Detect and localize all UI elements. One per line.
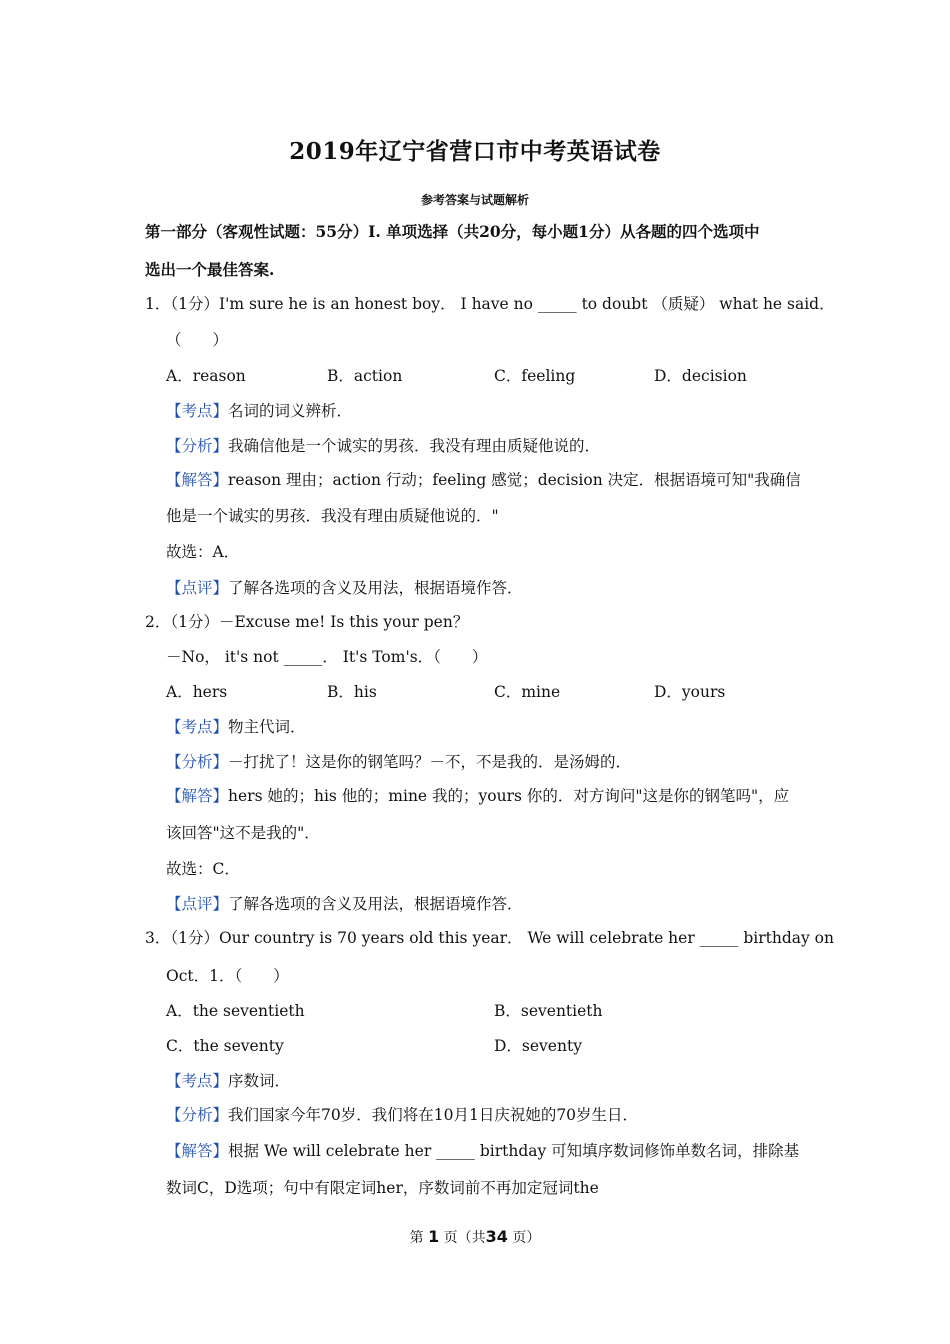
question-3-kaodian [166,1071,290,1091]
page-title: 2019年辽宁省营口市中考英语试卷 [289,138,661,165]
kaodian-tag: 【考点】 [166,1072,229,1090]
question-1-jieda [166,470,801,490]
question-2-option-d: D．yours [654,683,726,701]
kaodian-tag: 【考点】 [166,402,229,420]
question-1-bracket: （ ） [166,331,229,349]
question-1-jieda-cont: 他是一个诚实的男孩．我没有理由质疑他说的．" [166,507,499,525]
question-2-answer: 故选：C． [166,860,240,878]
question-1-option-b: B．action [327,367,403,385]
jieda-text: hers 她的；his 他的；mine 我的；yours 你的．对方询问"这是你的钢笔吗"，应 [228,787,790,805]
footer-suffix: 页） [512,1230,541,1246]
question-1-answer: 故选：A． [166,543,240,561]
fenxi-text: 我确信他是一个诚实的男孩．我没有理由质疑他说的． [228,437,601,455]
question-3-jieda [166,1141,799,1161]
fenxi-text: －打扰了！这是你的钢笔吗？－不，不是我的．是汤姆的． [228,753,632,771]
dianping-tag: 【点评】 [166,579,229,597]
question-3-option-c: C．the seventy [166,1037,284,1055]
question-3-fenxi [166,1105,638,1125]
page-footer [0,1227,950,1247]
jieda-text: reason 理由；action 行动；feeling 感觉；decision 决定．根据语境可知"我确信 [228,471,801,489]
section-heading-line1: 第一部分（客观性试题：55分）I. 单项选择（共20分，每小题1分）从各题的四个选项中 [145,222,760,241]
jieda-tag: 【解答】 [166,1142,229,1160]
section-heading-line2: 选出一个最佳答案. [145,260,275,279]
question-2-fenxi [166,752,631,772]
dianping-tag: 【点评】 [166,895,229,913]
question-1-fenxi [166,436,600,456]
question-2-jieda [166,786,789,806]
fenxi-text: 我们国家今年70岁．我们将在10月1日庆祝她的70岁生日． [228,1106,639,1124]
kaodian-tag: 【考点】 [166,718,229,736]
question-1-stem: 1．（1分）I'm sure he is an honest boy． I have no _____ to doubt （质疑） what he said． [145,295,835,313]
kaodian-text: 序数词． [228,1072,291,1090]
question-1-option-d: D．decision [654,367,747,385]
jieda-tag: 【解答】 [166,787,229,805]
footer-middle: 页（共 [443,1230,486,1246]
question-3-option-b: B．seventieth [494,1002,603,1020]
question-3-option-a: A．the seventieth [166,1002,305,1020]
footer-page-number: 1 [428,1227,440,1246]
question-2-stem: 2．（1分）－Excuse me! Is this your pen？ [145,613,469,631]
question-2-option-a: A．hers [166,683,228,701]
question-1-dianping [166,578,523,598]
question-1-kaodian [166,401,352,421]
question-3-jieda-cont: 数词C，D选项；句中有限定词her，序数词前不再加定冠词the [166,1179,599,1197]
fenxi-tag: 【分析】 [166,753,229,771]
question-1-option-c: C．feeling [494,367,576,385]
question-3-stem-cont: Oct．1．（ ） [166,967,289,985]
question-1-option-a: A．reason [166,367,246,385]
dianping-text: 了解各选项的含义及用法，根据语境作答． [228,579,523,597]
footer-total-pages: 34 [485,1227,508,1246]
dianping-text: 了解各选项的含义及用法，根据语境作答． [228,895,523,913]
question-2-kaodian [166,717,306,737]
question-3-option-d: D．seventy [494,1037,582,1055]
fenxi-tag: 【分析】 [166,1106,229,1124]
jieda-text: 根据 We will celebrate her _____ birthday 可知填序数词修饰单数名词，排除基 [228,1142,800,1160]
fenxi-tag: 【分析】 [166,437,229,455]
question-2-jieda-cont: 该回答"这不是我的"． [166,824,320,842]
footer-prefix: 第 [409,1230,424,1246]
question-3-stem: 3．（1分）Our country is 70 years old this year． We will celebrate her _____ birthday on [145,929,834,947]
jieda-tag: 【解答】 [166,471,229,489]
page-subtitle: 参考答案与试题解析 [420,193,529,207]
question-2-stem-cont: －No， it's not _____． It's Tom's．（ ） [166,648,488,666]
question-2-option-c: C．mine [494,683,561,701]
question-2-option-b: B．his [327,683,377,701]
kaodian-text: 物主代词． [228,718,306,736]
question-2-dianping [166,894,523,914]
kaodian-text: 名词的词义辨析． [228,402,353,420]
